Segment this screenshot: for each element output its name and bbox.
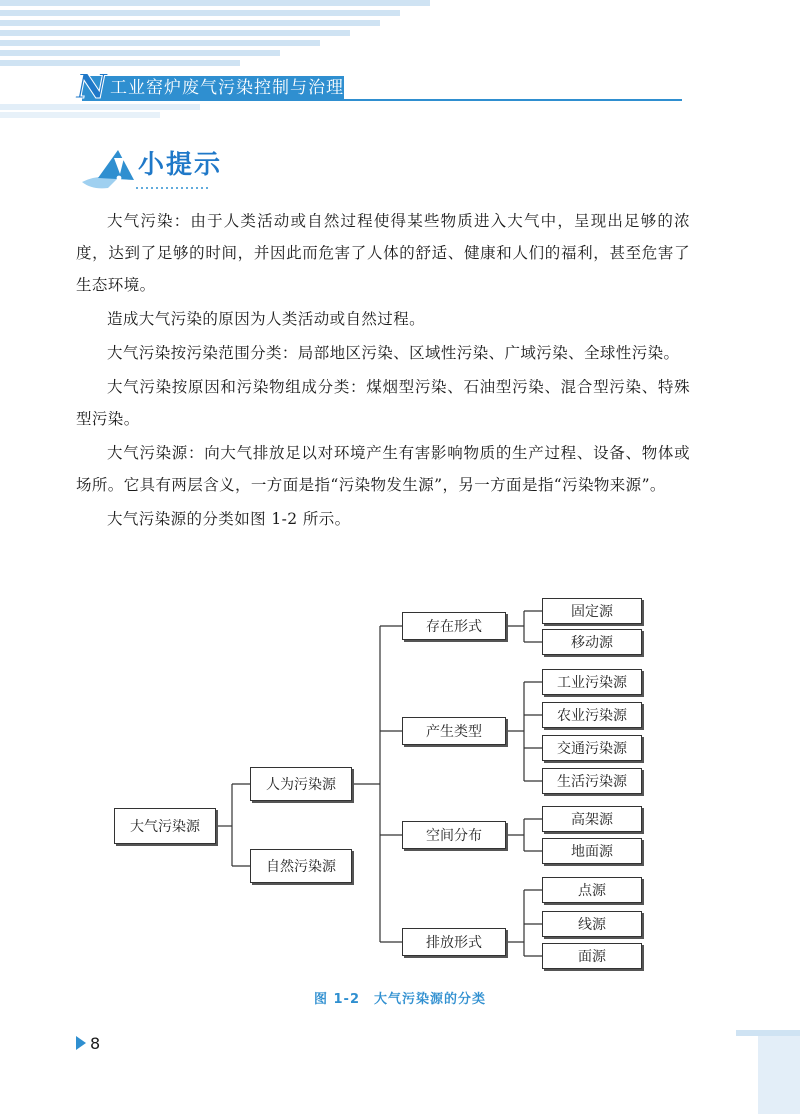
diagram-leaf: 固定源 xyxy=(542,598,642,624)
diagram-leaf: 工业污染源 xyxy=(542,669,642,695)
book-title: 工业窑炉废气污染控制与治理 xyxy=(110,78,344,98)
diagram-leaf: 交通污染源 xyxy=(542,735,642,761)
figure-caption: 图 1-2 大气污染源的分类 xyxy=(313,992,486,1007)
tip-label: 小提示 xyxy=(138,150,223,180)
diagram-leaf: 地面源 xyxy=(542,838,642,864)
diagram-node-generation: 产生类型 xyxy=(402,717,506,745)
page-number xyxy=(72,1034,100,1053)
diagram-node-spatial: 空间分布 xyxy=(402,821,506,849)
svg-text:N: N xyxy=(76,67,108,106)
diagram-node-anthropogenic: 人为污染源 xyxy=(250,767,352,801)
diagram-node-emission: 排放形式 xyxy=(402,928,506,956)
paragraph: 造成大气污染的原因为人类活动或自然过程。 xyxy=(107,310,426,328)
diagram-leaf: 线源 xyxy=(542,911,642,937)
paragraph: 大气污染：由于人类活动或自然过程使得某些物质进入大气中，呈现出足够的浓度，达到了足够的时间，并因此而危害了人体的舒适、健康和人们的福利，甚至危害了生态环境。 xyxy=(76,212,690,294)
paragraph: 大气污染按原因和污染物组成分类：煤烟型污染、石油型污染、混合型污染、特殊型污染。 xyxy=(76,378,690,428)
diagram-leaf: 点源 xyxy=(542,877,642,903)
classification-diagram xyxy=(110,590,650,980)
tip-content xyxy=(76,205,690,535)
header-rule xyxy=(82,99,682,101)
diagram-leaf: 移动源 xyxy=(542,629,642,655)
header-stripes xyxy=(0,0,440,120)
diagram-leaf: 高架源 xyxy=(542,806,642,832)
diagram-leaf: 生活污染源 xyxy=(542,768,642,794)
diagram-node-natural: 自然污染源 xyxy=(250,849,352,883)
page-number-value: 8 xyxy=(90,1034,101,1053)
book-logo-icon xyxy=(74,66,114,106)
diagram-node-existence: 存在形式 xyxy=(402,612,506,640)
diagram-node-root: 大气污染源 xyxy=(114,808,216,844)
paragraph: 大气污染源：向大气排放足以对环境产生有害影响物质的生产过程、设备、物体或场所。它具有两层含义，一方面是指“污染物发生源”，另一方面是指“污染物来源”。 xyxy=(76,444,690,494)
corner-decoration xyxy=(736,1030,800,1114)
diagram-leaf: 农业污染源 xyxy=(542,702,642,728)
paragraph: 大气污染源的分类如图 1-2 所示。 xyxy=(107,510,351,528)
paragraph: 大气污染按污染范围分类：局部地区污染、区域性污染、广域污染、全球性污染。 xyxy=(107,344,680,362)
diagram-leaf: 面源 xyxy=(542,943,642,969)
